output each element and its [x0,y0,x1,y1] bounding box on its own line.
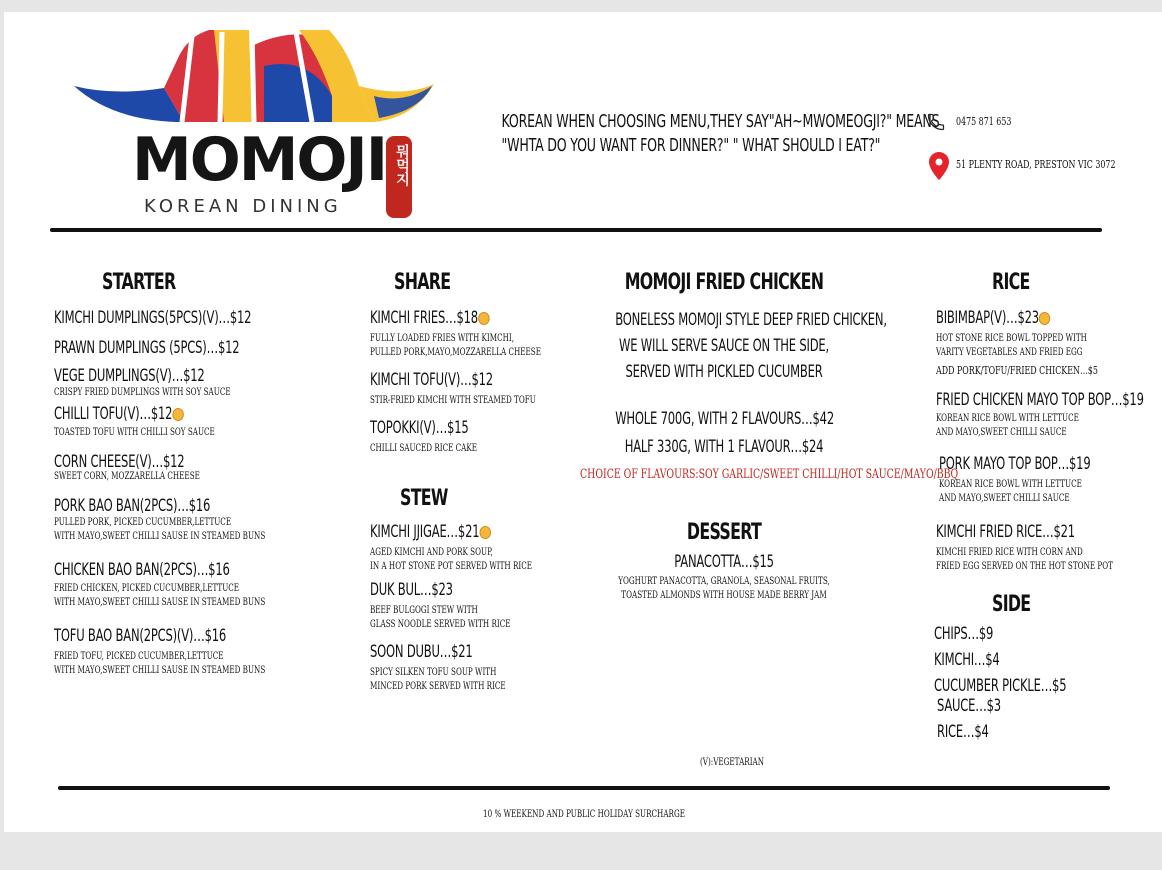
recommend-icon [172,408,183,421]
rice-desc-4b: FRIED EGG SERVED ON THE HOT STONE POT [936,561,1113,572]
rice-desc-4: KIMCHI FRIED RICE WITH CORN AND [936,547,1083,558]
dessert-desc: YOGHURT PANACOTTA, GRANOLA, SEASONAL FRUITS, [618,576,830,587]
contact [926,112,1156,192]
rice-desc-1b: VARITY VEGETABLES AND FRIED EGG [936,347,1083,358]
bottom-divider [58,786,1110,790]
top-divider [50,228,1102,232]
starter-item-4 [54,404,182,424]
brand-badge [386,136,412,218]
chicken-section [564,270,887,461]
starter-item-2: PRAWN DUMPLINGS (5PCS)…$12 [54,338,240,358]
rice-item-2: FRIED CHICKEN MAYO TOP BOP…$19 [936,390,1144,410]
stew-item-1 [370,522,490,542]
starter-desc-8b: WITH MAYO,SWEET CHILLI SAUSE IN STEAMED BUNS [54,665,266,676]
phone-icon [926,112,946,132]
recommend-icon [479,526,490,539]
starter-desc-7: FRIED CHICKEN, PICKED CUCUMBER,LETTUCE [54,583,240,594]
rice-desc-1: HOT STONE RICE BOWL TOPPED WITH [936,333,1087,344]
stew-desc-3b: MINCED PORK SERVED WITH RICE [370,681,506,692]
dessert-section [564,520,884,603]
starter-desc-4: TOASTED TOFU WITH CHILLI SOY SAUCE [54,427,215,438]
chicken-half: HALF 330G, WITH 1 FLAVOUR…$24 [624,437,824,457]
share-desc-2: STIR-FRIED KIMCHI WITH STEAMED TOFU [370,395,536,406]
share-item-3: TOPOKKI(V)…$15 [370,418,469,438]
starter-desc-6b: WITH MAYO,SWEET CHILLI SAUSE IN STEAMED BUNS [54,531,266,542]
starter-desc-7b: WITH MAYO,SWEET CHILLI SAUSE IN STEAMED BUNS [54,597,266,608]
stew-desc-1b: IN A HOT STONE POT SERVED WITH RICE [370,561,533,572]
share-item-1 [370,308,488,328]
recommend-icon [1039,312,1050,325]
chicken-flavours: CHOICE OF FLAVOURS:SOY GARLIC/SWEET CHILLI/HOT SAUCE/MAYO/BBQ [580,467,959,482]
rice-heading: RICE [992,270,1030,295]
tagline-line-2: "WHTA DO YOU WANT FOR DINNER?" " WHAT SHOULD I EAT?" [501,135,881,156]
roof-logo-icon [74,26,434,136]
stew-heading: STEW [400,486,448,511]
starter-desc-5: SWEET CORN, MOZZARELLA CHEESE [54,471,200,482]
stew-item-1-name: KIMCHI JJIGAE…$21 [370,522,480,542]
starter-desc-6: PULLED PORK, PICKED CUCUMBER,LETTUCE [54,517,232,528]
stew-item-3: SOON DUBU…$21 [370,642,473,662]
dessert-item: PANACOTTA…$15 [674,552,774,572]
tagline [434,110,940,158]
side-heading: SIDE [992,592,1031,617]
share-item-2: KIMCHI TOFU(V)…$12 [370,370,493,390]
rice-item-4: KIMCHI FRIED RICE…$21 [936,522,1075,542]
side-item-4: SAUCE…$3 [937,696,1001,716]
starter-item-1: KIMCHI DUMPLINGS(5PCS)(V)…$12 [54,308,252,328]
chicken-whole: WHOLE 700G, WITH 2 FLAVOURS…$42 [615,409,834,429]
starter-heading: STARTER [102,270,176,295]
brand-badge-text: 뭐먹지 [394,144,410,186]
share-desc-1: FULLY LOADED FRIES WITH KIMCHI, [370,333,515,344]
rice-desc-3b: AND MAYO,SWEET CHILLI SAUCE [939,493,1070,504]
share-item-1-name: KIMCHI FRIES…$18 [370,308,478,328]
chicken-line-1: BONELESS MOMOJI STYLE DEEP FRIED CHICKEN, [615,310,887,330]
rice-item-1 [936,308,1049,328]
dessert-desc-2: TOASTED ALMONDS WITH HOUSE MADE BERRY JAM [621,590,827,601]
recommend-icon [478,312,489,325]
rice-desc-2: KOREAN RICE BOWL WITH LETTUCE [936,413,1079,424]
chicken-line-3: SERVED WITH PICKLED CUCUMBER [625,362,823,382]
starter-item-7: CHICKEN BAO BAN(2PCS)…$16 [54,560,230,580]
chicken-line-2: WE WILL SERVE SAUCE ON THE SIDE, [619,336,829,356]
side-item-5: RICE…$4 [937,722,989,742]
rice-desc-1c: ADD PORK/TOFU/FRIED CHICKEN…$5 [936,364,1098,377]
rice-desc-2b: AND MAYO,SWEET CHILLI SAUCE [936,427,1067,438]
starter-item-3: VEGE DUMPLINGS(V)…$12 [54,366,205,386]
starter-item-8: TOFU BAO BAN(2PCS)(V)…$16 [54,626,227,646]
starter-desc-8: FRIED TOFU, PICKED CUCUMBER,LETTUCE [54,651,224,662]
phone-number: 0475 871 653 [956,115,1012,128]
tagline-line-1: KOREAN WHEN CHOOSING MENU,THEY SAY"AH~MWOMEOGJI?" MEANS [501,111,940,132]
side-item-2: KIMCHI…$4 [934,650,1000,670]
side-item-1: CHIPS…$9 [934,624,994,644]
share-desc-3: CHILLI SAUCED RICE CAKE [370,443,478,454]
menu-page [4,12,1162,832]
starter-item-5: CORN CHEESE(V)…$12 [54,452,185,472]
surcharge-note: 10 % WEEKEND AND PUBLIC HOLIDAY SURCHARGE [483,809,685,820]
share-heading: SHARE [394,270,451,295]
dessert-heading: DESSERT [686,520,762,545]
vegetarian-note: (V):VEGETARIAN [699,757,765,768]
brand-name: MOMOJI [132,125,387,195]
starter-item-4-name: CHILLI TOFU(V)…$12 [54,404,173,424]
address: 51 PLENTY ROAD, PRESTON VIC 3072 [956,158,1116,171]
rice-desc-3: KOREAN RICE BOWL WITH LETTUCE [939,479,1082,490]
logo [74,26,434,226]
share-desc-1b: PULLED PORK,MAYO,MOZZARELLA CHEESE [370,347,541,358]
rice-item-1-name: BIBIMBAP(V)…$23 [936,308,1039,328]
stew-desc-2: BEEF BULGOGI STEW WITH [370,605,478,616]
stew-item-2: DUK BUL…$23 [370,580,453,600]
brand-sub: KOREAN DINING [144,196,342,217]
stew-desc-2b: GLASS NOODLE SERVED WITH RICE [370,619,511,630]
location-pin-icon [929,152,949,180]
starter-desc-3: CRISPY FRIED DUMPLINGS WITH SOY SAUCE [54,387,231,398]
chicken-heading: MOMOJI FRIED CHICKEN [624,270,824,295]
starter-item-6: PORK BAO BAN(2PCS)…$16 [54,496,211,516]
stew-desc-1: AGED KIMCHI AND PORK SOUP, [370,547,493,558]
side-item-3: CUCUMBER PICKLE…$5 [934,676,1067,696]
stew-desc-3: SPICY SILKEN TOFU SOUP WITH [370,667,497,678]
rice-item-3: PORK MAYO TOP BOP…$19 [939,454,1091,474]
